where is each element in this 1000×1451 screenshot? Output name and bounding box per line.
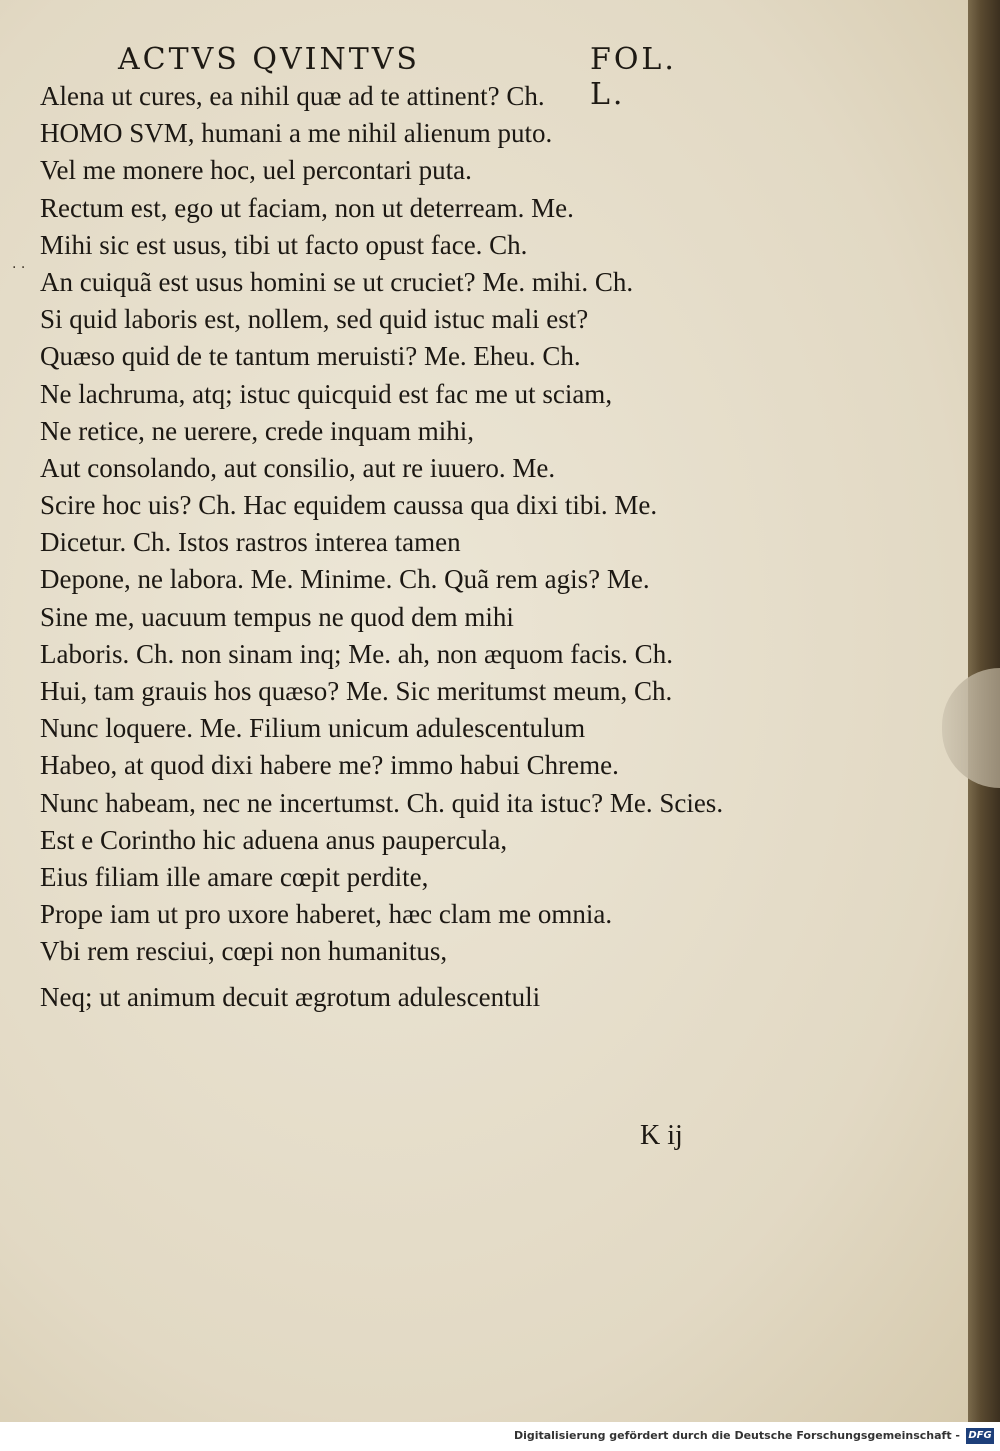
verse-line: Depone, ne labora. Me. Minime. Ch. Quã rem agis? Me.: [40, 564, 650, 595]
verse-line: Aut consolando, aut consilio, aut re iuuero. Me.: [40, 452, 556, 483]
verse-line: Vel me monere hoc, uel percontari puta.: [40, 155, 472, 186]
verse-line: Vbi rem resciui, cœpi non humanitus,: [40, 936, 448, 967]
verse-line: Laboris. Ch. non sinam inq; Me. ah, non æquom facis. Ch.: [40, 638, 673, 669]
signature-mark: K ij: [640, 1120, 683, 1151]
verse-line: Alena ut cures, ea nihil quæ ad te attinent? Ch.: [40, 81, 545, 111]
verse-line: HOMO SVM, humani a me nihil alienum puto.: [40, 118, 553, 149]
verse-line: Est e Corintho hic aduena anus paupercula,: [40, 824, 508, 855]
funding-credit: Digitalisierung gefördert durch die Deutsche Forschungsgemeinschaft -: [513, 1429, 960, 1442]
folio-number: FOL. L.: [590, 42, 677, 112]
verse-line: Rectum est, ego ut faciam, non ut deterream. Me.: [40, 192, 574, 223]
digitization-footer: [0, 1422, 1000, 1451]
verse-line: Si quid laboris est, nollem, sed quid istuc mali est?: [40, 304, 589, 335]
verse-line: An cuiquã est usus homini se ut cruciet? Me. mihi. Ch.: [40, 266, 634, 297]
verse-line: Hui, tam grauis hos quæso? Me. Sic meritumst meum, Ch.: [40, 676, 673, 706]
verse-block: [40, 72, 780, 1016]
verse-line: Scire hoc uis? Ch. Hac equidem caussa qua dixi tibi. Me.: [40, 490, 658, 521]
verse-line: Ne retice, ne uerere, crede inquam mihi,: [40, 415, 475, 446]
verse-line: Dicetur. Ch. Istos rastros interea tamen: [40, 527, 461, 558]
margin-dots: · ·: [12, 260, 26, 276]
verse-line: Nunc habeam, nec ne incertumst. Ch. quid ita istuc? Me. Scies.: [40, 787, 724, 818]
running-head-title: ACTVS QVINTVS: [118, 42, 420, 77]
verse-line: Habeo, at quod dixi habere me? immo habui Chreme.: [40, 750, 619, 781]
verse-line: Prope iam ut pro uxore haberet, hæc clam me omnia.: [40, 899, 613, 930]
verse-line: Mihi sic est usus, tibi ut facto opust face. Ch.: [40, 229, 528, 260]
dfg-logo: DFG: [966, 1428, 994, 1444]
verse-line: Eius filiam ille amare cœpit perdite,: [40, 861, 429, 892]
verse-line: Neq; ut animum decuit ægrotum adulescentuli: [40, 981, 541, 1012]
verse-line: Nunc loquere. Me. Filium unicum adulescentulum: [40, 713, 586, 744]
verse-line: Quæso quid de te tantum meruisti? Me. Eheu. Ch.: [40, 341, 581, 372]
verse-line: Ne lachruma, atq; istuc quicquid est fac me ut sciam,: [40, 378, 613, 409]
verse-line: Sine me, uacuum tempus ne quod dem mihi: [40, 601, 514, 632]
